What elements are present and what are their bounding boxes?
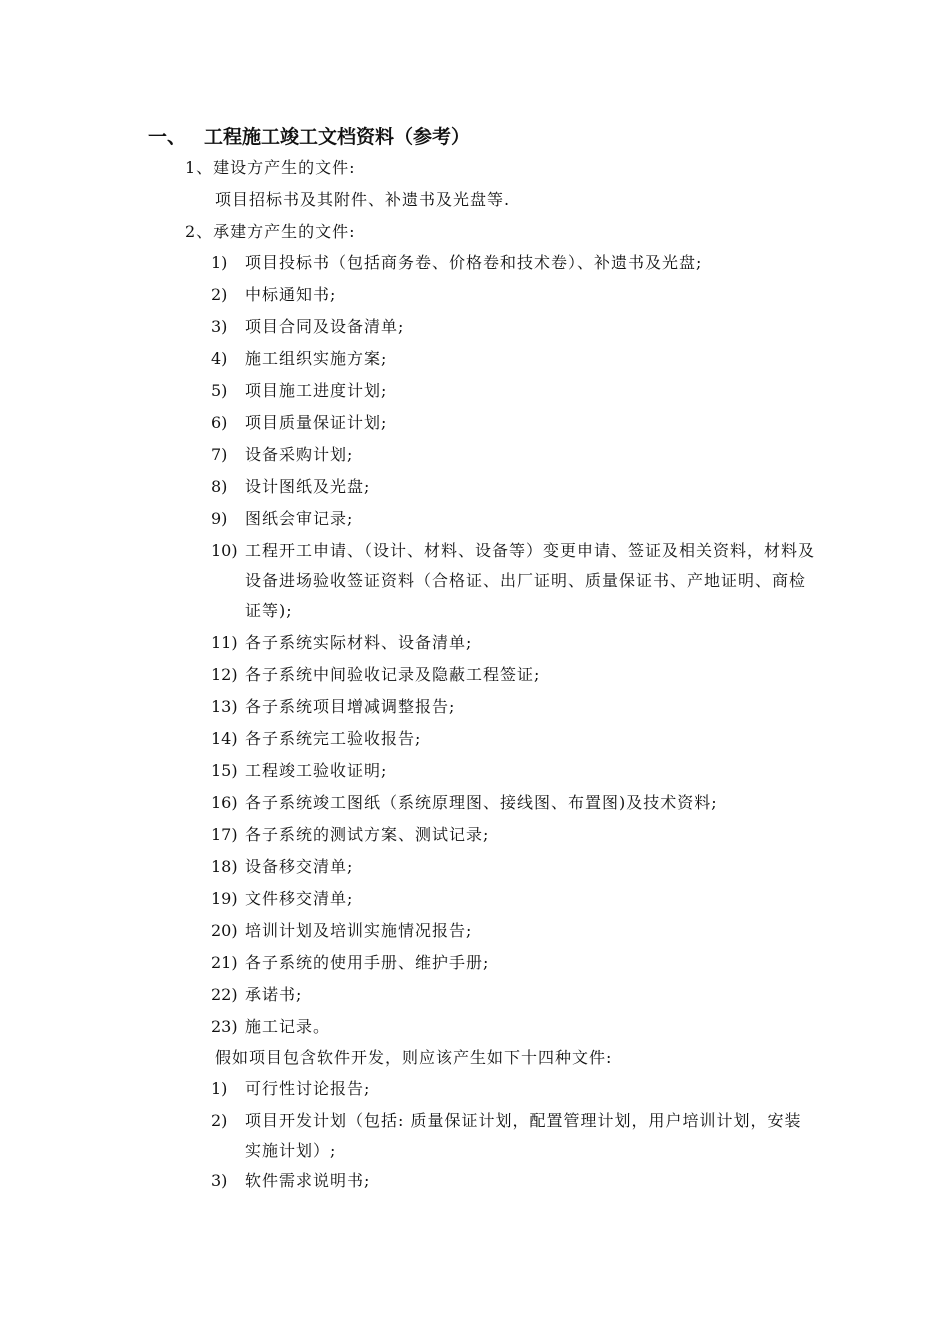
software-intro: 假如项目包含软件开发，则应该产生如下十四种文件: xyxy=(215,1048,613,1067)
list-item-text: 各子系统的测试方案、测试记录; xyxy=(245,825,490,844)
list-item-text: 各子系统中间验收记录及隐蔽工程签证; xyxy=(245,665,541,684)
list-item-number: 1) xyxy=(211,253,228,272)
list-item-text: 中标通知书; xyxy=(245,285,337,304)
list-item-text: 软件需求说明书; xyxy=(245,1171,371,1190)
list-item-number: 23) xyxy=(211,1017,238,1036)
list-item-number: 16) xyxy=(211,793,238,812)
list-item-number: 22) xyxy=(211,985,238,1004)
list-item-number: 20) xyxy=(211,921,238,940)
list-item-text: 设备移交清单; xyxy=(245,857,354,876)
list-item-number: 13) xyxy=(211,697,238,716)
list-item-text: 项目投标书（包括商务卷、价格卷和技术卷）、补遗书及光盘; xyxy=(245,253,703,272)
section-title: 工程施工竣工文档资料（参考） xyxy=(204,126,471,148)
list-item-number: 4) xyxy=(211,349,228,368)
list-item-number: 11) xyxy=(211,633,238,652)
part1-heading: 1、建设方产生的文件: xyxy=(185,158,356,177)
list-item-number: 3) xyxy=(211,1171,228,1190)
list-item-number: 7) xyxy=(211,445,228,464)
list-item-number: 9) xyxy=(211,509,228,528)
list-item-number: 14) xyxy=(211,729,238,748)
section-heading xyxy=(148,122,470,149)
list-item-number: 17) xyxy=(211,825,238,844)
list-item-number: 15) xyxy=(211,761,238,780)
list-item-text: 文件移交清单; xyxy=(245,889,354,908)
list-item-number: 21) xyxy=(211,953,238,972)
list-item-text: 设备采购计划; xyxy=(245,445,354,464)
list-item-text: 承诺书; xyxy=(245,985,303,1004)
list-item-text: 各子系统实际材料、设备清单; xyxy=(245,633,473,652)
list-item-text: 工程开工申请、（设计、材料、设备等）变更申请、签证及相关资料，材料及设备进场验收签证资料（合格证、出厂证明、质量保证书、产地证明、商检证等); xyxy=(245,541,816,620)
list-item-text: 各子系统完工验收报告; xyxy=(245,729,422,748)
list-item-number: 2) xyxy=(211,285,228,304)
list-item-text: 各子系统项目增减调整报告; xyxy=(245,697,456,716)
list-item-text: 项目开发计划（包括: 质量保证计划，配置管理计划，用户培训计划，安装实施计划）; xyxy=(245,1111,802,1160)
list-item-number: 6) xyxy=(211,413,228,432)
list-item-text: 图纸会审记录; xyxy=(245,509,354,528)
list-item-number: 5) xyxy=(211,381,228,400)
part2-heading: 2、承建方产生的文件: xyxy=(185,222,356,241)
section-number: 一、 xyxy=(148,126,187,148)
list-item-number: 10) xyxy=(211,541,238,560)
list-item-number: 8) xyxy=(211,477,228,496)
list-item-text: 工程竣工验收证明; xyxy=(245,761,388,780)
list-item-text: 培训计划及培训实施情况报告; xyxy=(245,921,473,940)
list-item-text: 项目质量保证计划; xyxy=(245,413,388,432)
list-item-number: 12) xyxy=(211,665,238,684)
list-item-text: 施工记录。 xyxy=(245,1017,331,1036)
list-item-text: 项目施工进度计划; xyxy=(245,381,388,400)
list-item-text: 各子系统竣工图纸（系统原理图、接线图、布置图)及技术资料; xyxy=(245,793,718,812)
list-item-text: 各子系统的使用手册、维护手册; xyxy=(245,953,490,972)
list-item-text: 可行性讨论报告; xyxy=(245,1079,371,1098)
list-item-number: 18) xyxy=(211,857,238,876)
list-item-number: 1) xyxy=(211,1079,228,1098)
list-item-text: 项目合同及设备清单; xyxy=(245,317,405,336)
list-item-text: 设计图纸及光盘; xyxy=(245,477,371,496)
list-item-number: 19) xyxy=(211,889,238,908)
list-item-number: 2) xyxy=(211,1111,228,1130)
part1-text: 项目招标书及其附件、补遗书及光盘等. xyxy=(215,190,511,209)
list-item-number: 3) xyxy=(211,317,228,336)
list-item-text: 施工组织实施方案; xyxy=(245,349,388,368)
